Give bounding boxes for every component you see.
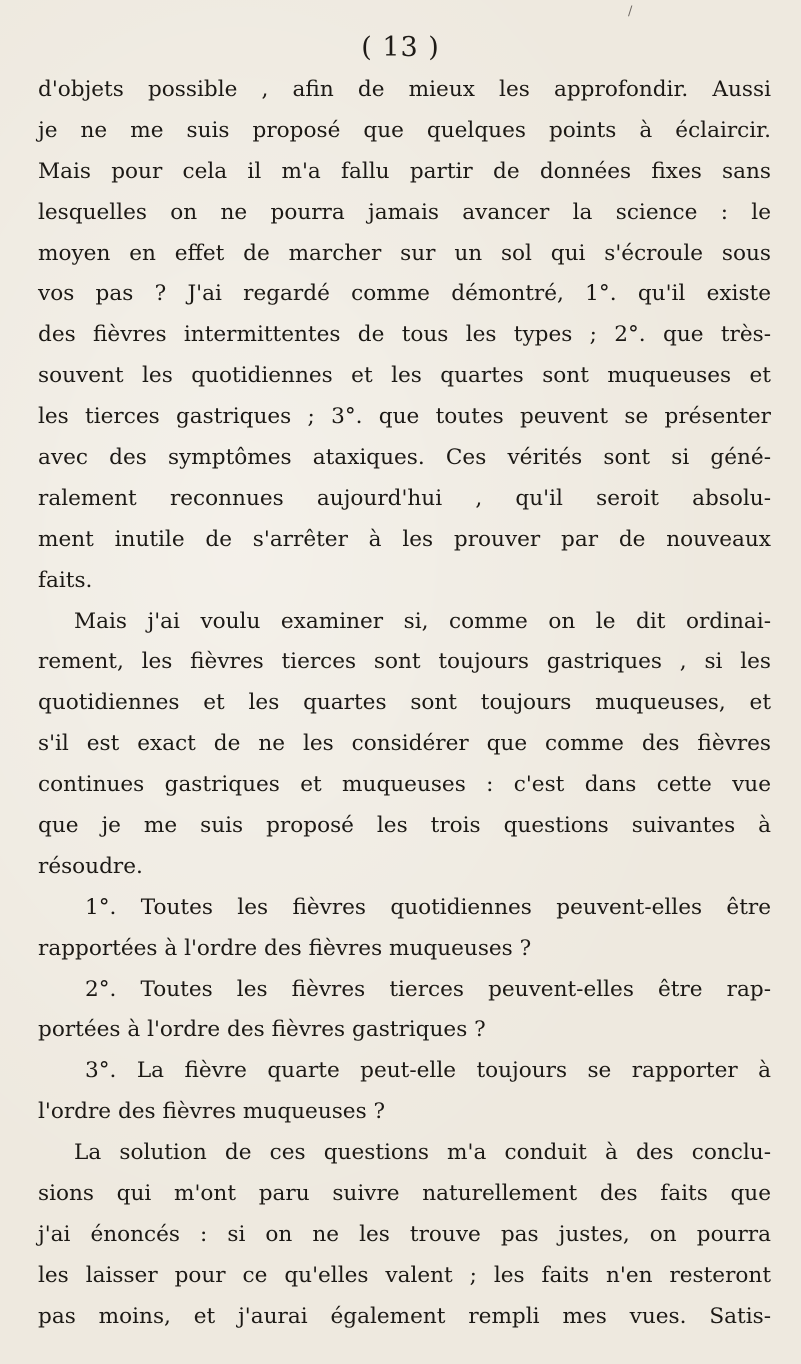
text-line: Mais j'ai voulu examiner si, comme on le dit ordinai- xyxy=(74,608,771,634)
page-number: ( 13 ) xyxy=(361,32,440,63)
text-line: rapportées à l'ordre des fièvres muqueuses ? xyxy=(38,935,532,961)
text-line: quotidiennes et les quartes sont toujours muqueuses, et xyxy=(38,690,771,716)
text-line: les tierces gastriques ; 3°. que toutes peuvent se présenter xyxy=(38,404,771,430)
question-line: 2°. Toutes les fièvres tierces peuvent-elles être rap- xyxy=(85,976,771,1002)
text-line: avec des symptômes ataxiques. Ces vérités sont si géné- xyxy=(38,445,771,471)
text-line: pas moins, et j'aurai également rempli mes vues. Satis- xyxy=(38,1303,771,1329)
text-line: La solution de ces questions m'a conduit à des conclu- xyxy=(74,1140,771,1166)
text-line: continues gastriques et muqueuses : c'est dans cette vue xyxy=(38,772,771,798)
text-line: des fièvres intermittentes de tous les types ; 2°. que très- xyxy=(38,322,771,348)
text-line: moyen en effet de marcher sur un sol qui s'écroule sous xyxy=(38,240,771,266)
text-line: ment inutile de s'arrêter à les prouver par de nouveaux xyxy=(38,526,771,552)
text-line: Mais pour cela il m'a fallu partir de données fixes sans xyxy=(38,158,771,184)
text-line: les laisser pour ce qu'elles valent ; les faits n'en resteront xyxy=(38,1262,771,1288)
text-line: sions qui m'ont paru suivre naturellement des faits que xyxy=(38,1181,771,1207)
text-line: lesquelles on ne pourra jamais avancer la science : le xyxy=(38,199,771,225)
text-line: souvent les quotidiennes et les quartes sont muqueuses et xyxy=(38,363,771,389)
text-line: ralement reconnues aujourd'hui , qu'il seroit absolu- xyxy=(38,485,771,511)
stray-ink-mark: / xyxy=(628,4,633,19)
text-line: j'ai énoncés : si on ne les trouve pas justes, on pourra xyxy=(38,1221,771,1247)
text-line: vos pas ? J'ai regardé comme démontré, 1°. qu'il existe xyxy=(38,281,771,307)
text-line: s'il est exact de ne les considérer que comme des fièvres xyxy=(38,731,771,757)
text-line: l'ordre des fièvres muqueuses ? xyxy=(38,1099,386,1125)
text-line: portées à l'ordre des fièvres gastriques ? xyxy=(38,1017,486,1043)
text-line: je ne me suis proposé que quelques points à éclaircir. xyxy=(38,117,771,143)
text-line: rement, les fièvres tierces sont toujours gastriques , si les xyxy=(38,649,771,675)
text-line: résoudre. xyxy=(38,853,143,879)
question-line: 1°. Toutes les fièvres quotidiennes peuvent-elles être xyxy=(85,894,771,920)
text-line: que je me suis proposé les trois questions suivantes à xyxy=(38,813,771,839)
text-line: d'objets possible , afin de mieux les approfondir. Aussi xyxy=(38,77,771,102)
text-line: faits. xyxy=(38,567,93,593)
body-text xyxy=(38,70,771,1338)
question-line: 3°. La fièvre quarte peut-elle toujours se rapporter à xyxy=(85,1058,771,1084)
